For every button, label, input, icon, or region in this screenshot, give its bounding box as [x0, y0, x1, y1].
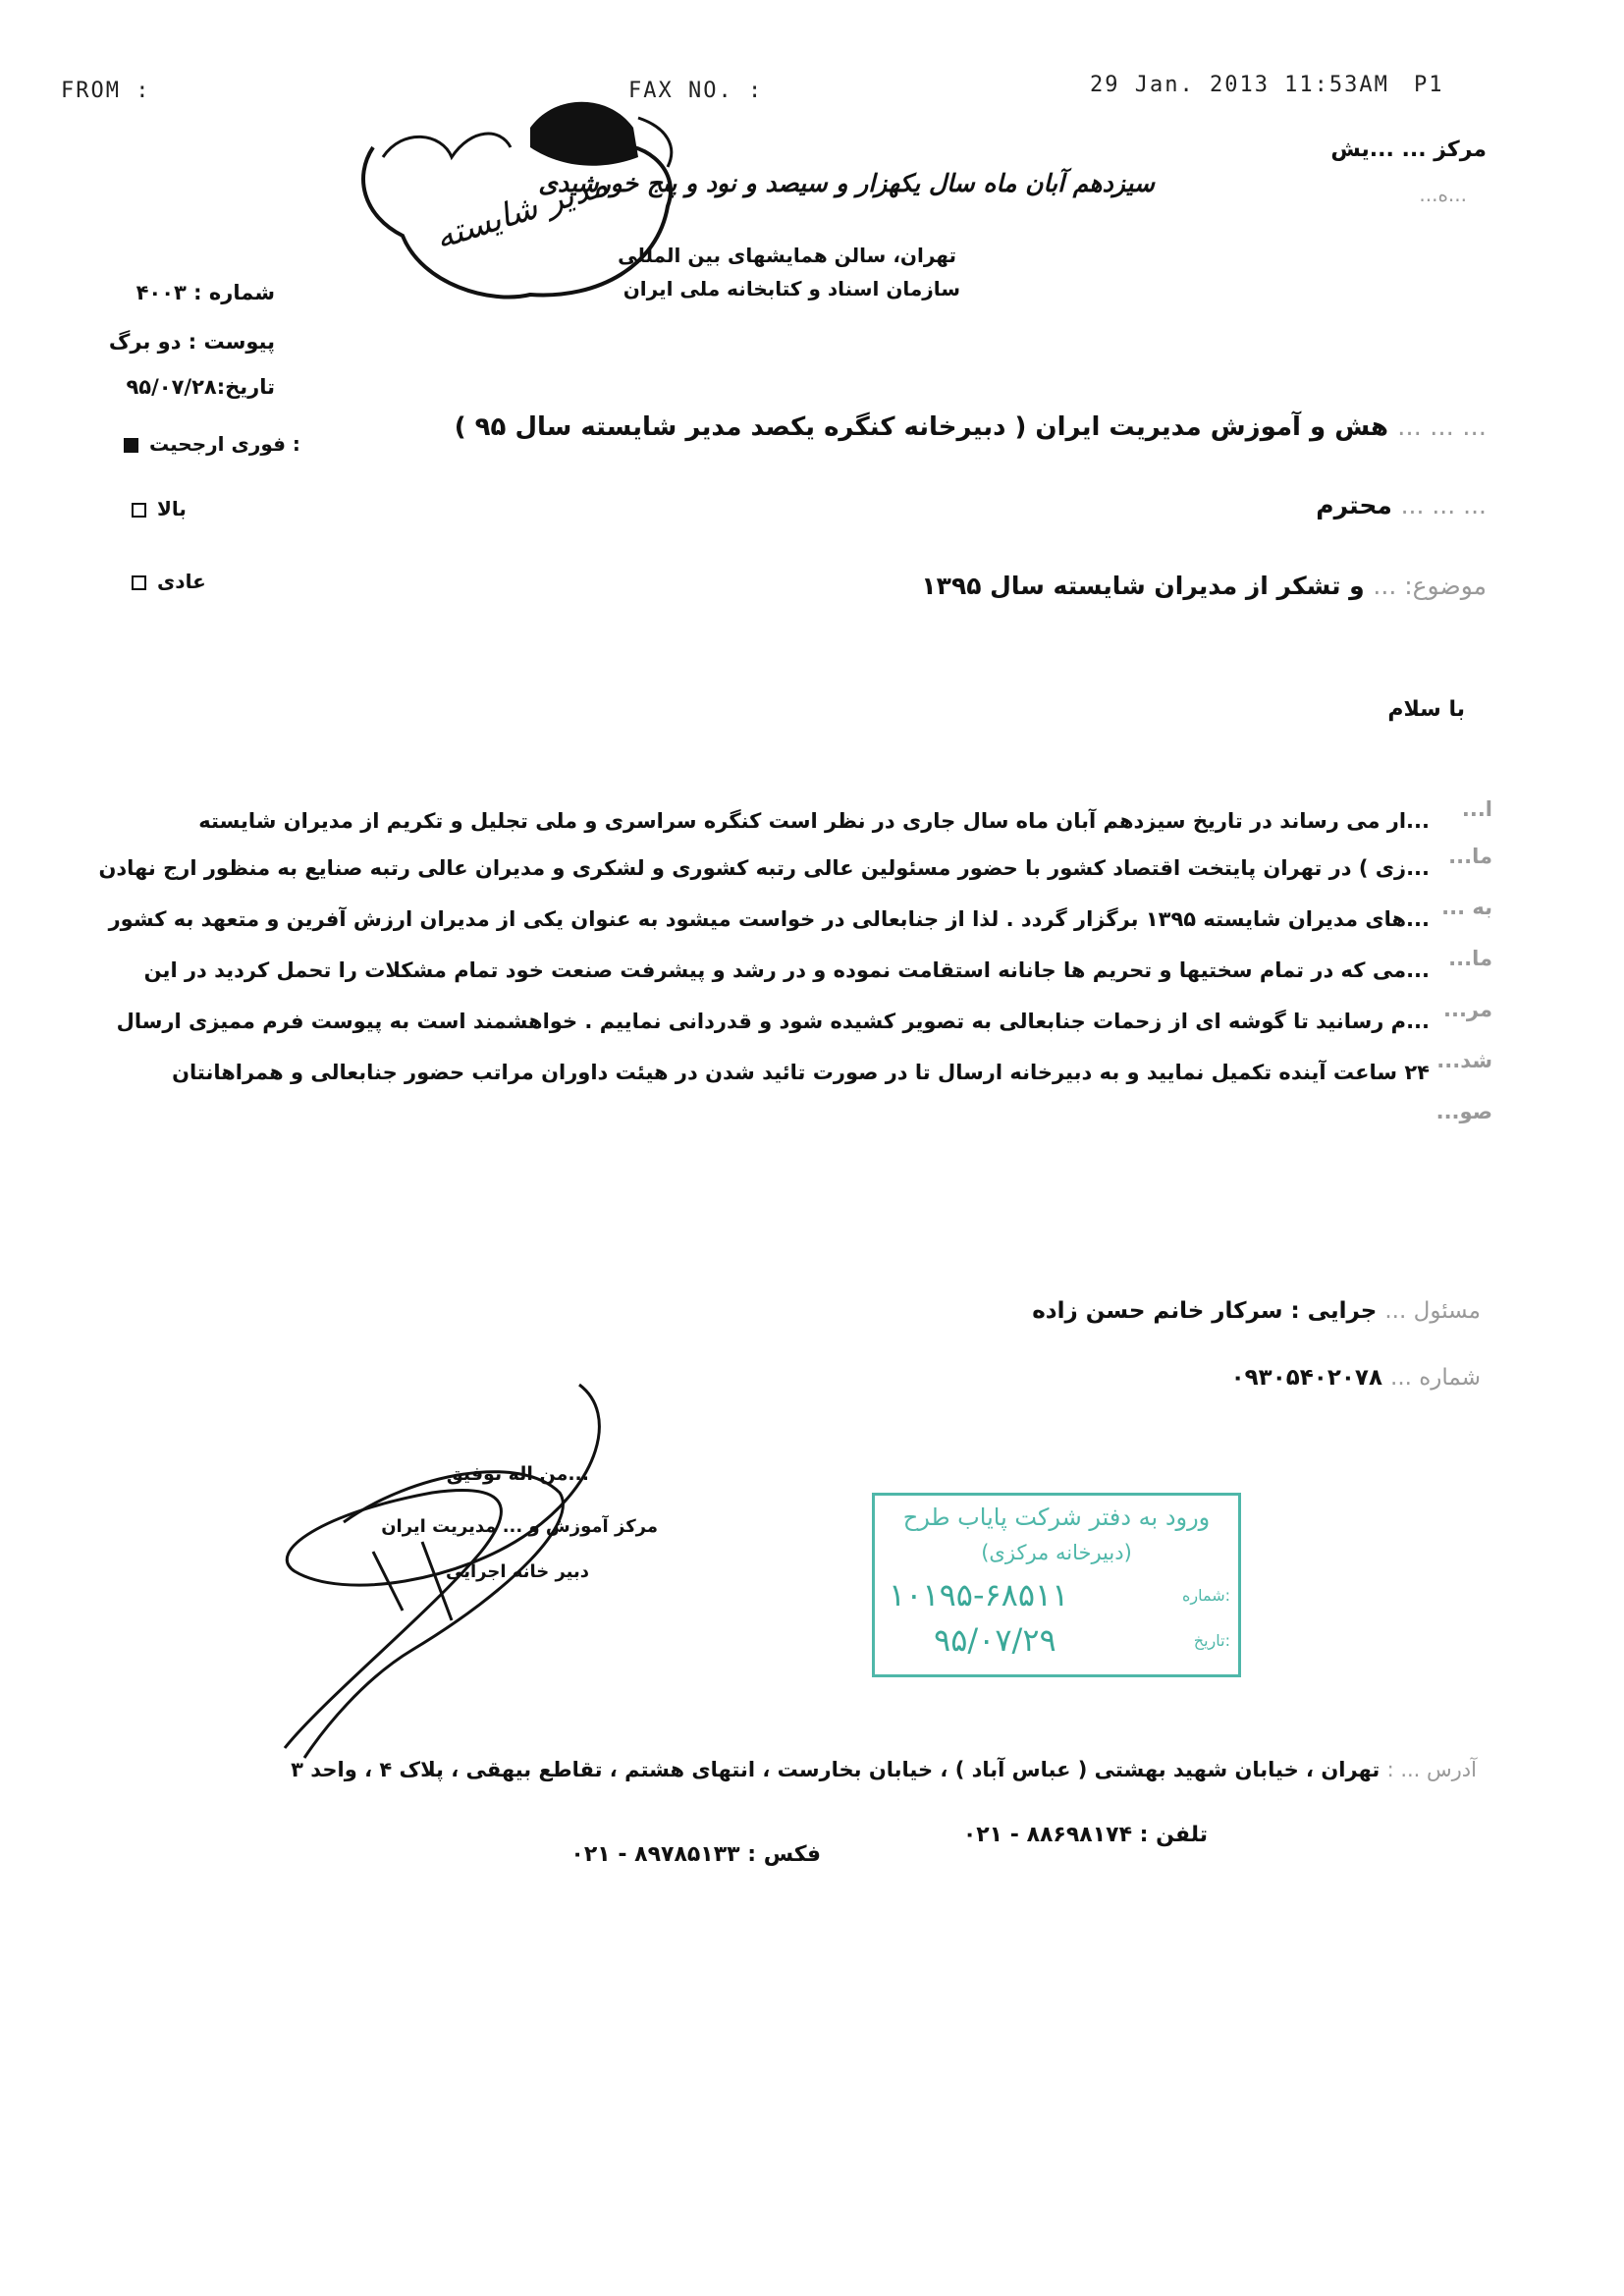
stamp-date: ۹۵/۰۷/۲۹	[934, 1621, 1056, 1659]
letterhead-venue-1: تهران، سالن همایشهای بین المللی	[618, 244, 956, 267]
footer-fax: فکس : ۸۹۷۸۵۱۳۳ - ۰۲۱	[570, 1842, 821, 1867]
contact-person-label: مسئول ...	[1384, 1298, 1481, 1324]
fax-page: P1	[1414, 73, 1444, 97]
letter-date: تاریخ:۹۵/۰۷/۲۸	[126, 375, 275, 399]
stamp-subtitle: (دبیرخانه مرکزی)	[981, 1541, 1132, 1564]
signature-org: مرکز آموزش و ... مدیریت ایران	[381, 1516, 658, 1537]
letterhead-event-line: سیزدهم آبان ماه سال یکهزار و سیصد و نود و پنج خورشیدی	[538, 169, 1155, 197]
letter-number: شماره : ۴۰۰۳	[135, 281, 275, 304]
contact-phone-number: ۰۹۳۰۵۴۰۲۰۷۸	[1230, 1365, 1382, 1391]
stamp-number-label: شماره:	[1181, 1586, 1230, 1605]
checkbox-empty-icon	[132, 575, 146, 590]
contact-phone	[1231, 1365, 1481, 1391]
footer-phone: تلفن : ۸۸۶۹۸۱۷۴ - ۰۲۱	[962, 1823, 1208, 1847]
footer-address-label: آدرس ... :	[1386, 1758, 1477, 1781]
body-line-start: مر...	[1443, 998, 1492, 1021]
recipient-line-1	[455, 412, 1487, 442]
signature	[265, 1355, 658, 1768]
body-line-start: ما...	[1448, 947, 1492, 970]
fax-from: FROM :	[61, 79, 151, 103]
entry-stamp	[872, 1493, 1241, 1677]
recipient-honorific: محترم	[1316, 491, 1392, 519]
priority-normal	[132, 570, 206, 593]
priority-high-label: بالا	[156, 497, 187, 520]
top-right-header-1: مرکز ... ...یش	[1330, 137, 1487, 162]
body-line-start: شد...	[1436, 1049, 1492, 1072]
letter-attachment: پیوست : دو برگ	[108, 330, 275, 354]
body-line-text: ۲۴ ساعت آینده تکمیل نمایید و به دبیرخانه ارسال تا در صورت تائید شدن در هیئت داوران مراتب حضور جنابعالی و همراهانتان	[172, 1061, 1430, 1084]
stamp-date-label: تاریخ:	[1193, 1631, 1230, 1650]
priority-urgent-label: فوری	[231, 432, 286, 456]
recipient-faded-2: ... ... ...	[1400, 491, 1487, 519]
body-line	[98, 845, 1492, 896]
body-line-start: صو...	[1435, 1100, 1492, 1123]
stamp-number: ۱۰۱۹۵-۶۸۵۱۱	[889, 1576, 1069, 1613]
body-line-start: ا...	[1461, 797, 1492, 821]
body-line	[187, 1100, 1492, 1151]
footer-address-text: تهران ، خیابان شهید بهشتی ( عباس آباد ) ، خیابان بخارست ، انتهای هشتم ، تقاطع بیهقی ، پلاک ۴ ، واحد ۳	[291, 1758, 1380, 1781]
recipient-name: هش و آموزش مدیریت ایران ( دبیرخانه کنگره یکصد مدیر شایسته سال ۹۵ )	[454, 412, 1389, 442]
body-line	[116, 998, 1492, 1049]
body-line	[143, 947, 1492, 998]
body-line-text: ...زی ) در تهران پایتخت اقتصاد کشور با حضور مسئولین عالی رتبه کشوری و لشکری و مدیران عالی رتبه صنایع به منظور ارج نهادن	[98, 856, 1430, 880]
signature-name: ...من اله توفیق	[446, 1463, 589, 1485]
recipient-line-2	[1316, 491, 1487, 519]
body-line-start: به ...	[1441, 896, 1492, 919]
signature-title: دبیر خانه اجرایی	[446, 1561, 589, 1582]
body-line-text: ...می که در تمام سختیها و تحریم ها جانانه استقامت نموده و در رشد و پیشرفت صنعت خود تمام مشکلات را تحمل کردید در این	[143, 958, 1430, 982]
fax-datetime: 29 Jan. 2013 11:53AM	[1090, 73, 1389, 97]
body-line-text: ...های مدیران شایسته ۱۳۹۵ برگزار گردد . لذا از جنابعالی در خواست میشود به عنوان یکی از مدیران ارزش آفرین و متعهد به کشور	[108, 907, 1430, 931]
priority-label: ارجحیت :	[148, 432, 300, 456]
body-line	[108, 896, 1492, 947]
body-line-text: ...ار می رساند در تاریخ سیزدهم آبان ماه سال جاری در نظر است کنگره سراسری و ملی تجلیل و تکریم از مدیران شایسته	[198, 809, 1430, 833]
priority-high	[132, 497, 187, 520]
subject-text: و تشکر از مدیران شایسته سال ۱۳۹۵	[921, 572, 1365, 600]
top-right-header-2: ...ه...	[1419, 183, 1467, 206]
fax-number-label: FAX NO. :	[628, 79, 764, 103]
body-line	[172, 1049, 1492, 1100]
salutation: با سلام	[1387, 697, 1465, 722]
footer-address	[291, 1758, 1477, 1781]
stamp-title: ورود به دفتر شرکت پایاب طرح	[902, 1503, 1211, 1531]
body-line-text: ...م رسانید تا گوشه ای از زحمات جنابعالی به تصویر کشیده شود و قدردانی نماییم . خواهشمند است به پیوست فرم ممیزی ارسال	[116, 1010, 1430, 1033]
priority-urgent	[124, 432, 300, 456]
contact-person-name: جرایی : سرکار خانم حسن زاده	[1032, 1298, 1378, 1324]
subject-label: موضوع: ...	[1373, 572, 1487, 600]
checkbox-checked-icon	[124, 438, 138, 453]
body-line-start: ما...	[1448, 845, 1492, 868]
checkbox-empty-icon	[132, 503, 146, 518]
subject-line	[921, 572, 1487, 600]
priority-normal-label: عادی	[156, 570, 206, 593]
letterhead-venue-2: سازمان اسناد و کتابخانه ملی ایران	[623, 277, 960, 301]
contact-phone-label: شماره ...	[1390, 1365, 1481, 1391]
letter-body	[98, 797, 1492, 1151]
logo-text: مدیر شایسته	[430, 164, 613, 258]
recipient-faded-1: ... ... ...	[1397, 412, 1487, 442]
contact-person	[1032, 1298, 1481, 1324]
body-line	[187, 797, 1492, 845]
